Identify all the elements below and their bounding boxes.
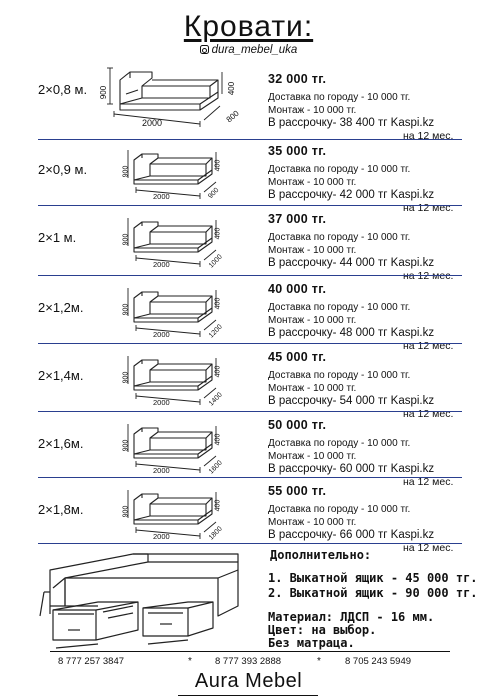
page-title: Кровати:: [183, 10, 314, 43]
installment-price: В рассрочку- 42 000 тг Kaspi.kz: [268, 189, 435, 201]
extra-item-1: 1. Выкатной ящик - 45 000 тг.: [268, 571, 478, 585]
bed-size-label: 2×1,6м.: [38, 436, 84, 451]
dim-width: 1200: [207, 323, 224, 340]
instagram-handle[interactable]: [0, 44, 497, 56]
row-divider: [38, 205, 462, 206]
installment-months: на 12 мес.: [403, 476, 454, 488]
bed-price: 32 000 тг.: [268, 72, 327, 86]
delivery-cost: Доставка по городу - 10 000 тг.: [268, 370, 411, 381]
dim-side: 400: [227, 81, 237, 96]
dim-height: 900: [122, 371, 130, 384]
bed-price: 37 000 тг.: [268, 212, 327, 226]
installment-months: на 12 мес.: [403, 340, 454, 352]
footer-divider: [50, 651, 450, 652]
dim-length: 2000: [153, 192, 170, 201]
row-divider: [38, 139, 462, 140]
delivery-cost: Доставка по городу - 10 000 тг.: [268, 504, 411, 515]
dim-length: 2000: [153, 330, 170, 339]
brand-underline: [178, 695, 318, 696]
phone-3[interactable]: 8 705 243 5949: [345, 656, 412, 667]
delivery-cost: Доставка по городу - 10 000 тг.: [268, 302, 411, 313]
dim-height: 900: [122, 165, 130, 178]
dim-width: 1600: [207, 459, 224, 476]
brand-name: Aura Mebel: [194, 670, 303, 692]
bed-price: 50 000 тг.: [268, 418, 327, 432]
bed-size-label: 2×0,9 м.: [38, 162, 88, 177]
assembly-cost: Монтаж - 10 000 тг.: [268, 451, 357, 462]
extras-title: Дополнительно:: [270, 548, 372, 562]
instagram-icon: [200, 45, 209, 54]
assembly-cost: Монтаж - 10 000 тг.: [268, 383, 357, 394]
assembly-cost: Монтаж - 10 000 тг.: [268, 177, 357, 188]
bed-size-label: 2×1,8м.: [38, 502, 84, 517]
dim-width: 1000: [207, 253, 224, 270]
bed-drawing: [120, 214, 230, 281]
bed-price: 45 000 тг.: [268, 350, 327, 364]
bed-drawing: [120, 284, 230, 351]
installment-price: В рассрочку- 60 000 тг Kaspi.kz: [268, 463, 435, 475]
delivery-cost: Доставка по городу - 10 000 тг.: [268, 92, 411, 103]
separator-star: *: [188, 656, 192, 667]
dim-length: 2000: [153, 466, 170, 475]
material-info: Материал: ЛДСП - 16 мм.: [268, 610, 435, 624]
dim-width: 1800: [207, 525, 224, 542]
installment-months: на 12 мес.: [403, 270, 454, 282]
installment-months: на 12 мес.: [403, 130, 454, 142]
delivery-cost: Доставка по городу - 10 000 тг.: [268, 232, 411, 243]
bed-price: 55 000 тг.: [268, 484, 327, 498]
row-divider: [38, 477, 462, 478]
installment-price: В рассрочку- 54 000 тг Kaspi.kz: [268, 395, 435, 407]
row-divider: [38, 275, 462, 276]
bed-drawing: [92, 64, 242, 139]
assembly-cost: Монтаж - 10 000 тг.: [268, 517, 357, 528]
bed-drawing: [120, 352, 230, 419]
bed-price: 40 000 тг.: [268, 282, 327, 296]
dim-length: 2000: [153, 260, 170, 269]
bed-size-label: 2×1,2м.: [38, 300, 84, 315]
mattress-info: Без матраца.: [268, 636, 355, 650]
bed-size-label: 2×1,4м.: [38, 368, 84, 383]
installment-price: В рассрочку- 38 400 тг Kaspi.kz: [268, 117, 435, 129]
bed-price: 35 000 тг.: [268, 144, 327, 158]
instagram-handle-text: dura_mebel_uka: [211, 44, 298, 56]
bed-size-label: 2×0,8 м.: [38, 82, 88, 97]
delivery-cost: Доставка по городу - 10 000 тг.: [268, 438, 411, 449]
delivery-cost: Доставка по городу - 10 000 тг.: [268, 164, 411, 175]
dim-side: 400: [214, 433, 222, 446]
drawer-bed-illustration: [38, 548, 258, 656]
bed-drawing: [120, 146, 230, 213]
dim-side: 400: [214, 499, 222, 512]
assembly-cost: Монтаж - 10 000 тг.: [268, 245, 357, 256]
row-divider: [38, 411, 462, 412]
dim-width: 1400: [207, 391, 224, 408]
dim-width: 800: [224, 108, 241, 125]
dim-length: 2000: [153, 398, 170, 407]
row-divider: [38, 343, 462, 344]
dim-side: 400: [214, 297, 222, 310]
phone-1[interactable]: 8 777 257 3847: [58, 656, 125, 667]
dim-height: 900: [122, 233, 130, 246]
bed-size-label: 2×1 м.: [38, 230, 77, 245]
installment-price: В рассрочку- 44 000 тг Kaspi.kz: [268, 257, 435, 269]
color-info: Цвет: на выбор.: [268, 623, 377, 637]
assembly-cost: Монтаж - 10 000 тг.: [268, 105, 357, 116]
dim-side: 400: [214, 365, 222, 378]
phone-2[interactable]: 8 777 393 2888: [215, 656, 282, 667]
installment-months: на 12 мес.: [403, 202, 454, 214]
dim-height: 900: [122, 303, 130, 316]
installment-price: В рассрочку- 48 000 тг Kaspi.kz: [268, 327, 435, 339]
dim-height: 900: [122, 439, 130, 452]
dim-length: 2000: [142, 118, 163, 128]
installment-price: В рассрочку- 66 000 тг Kaspi.kz: [268, 529, 435, 541]
assembly-cost: Монтаж - 10 000 тг.: [268, 315, 357, 326]
extra-item-2: 2. Выкатной ящик - 90 000 тг.: [268, 586, 478, 600]
row-divider: [38, 543, 462, 544]
dim-height: 900: [122, 505, 130, 518]
separator-star: *: [317, 656, 321, 667]
dim-side: 400: [214, 159, 222, 172]
installment-months: на 12 мес.: [403, 542, 454, 554]
dim-width: 900: [207, 186, 221, 201]
installment-months: на 12 мес.: [403, 408, 454, 420]
dim-length: 2000: [153, 532, 170, 541]
dim-side: 400: [214, 227, 222, 240]
dim-height: 900: [99, 85, 109, 100]
